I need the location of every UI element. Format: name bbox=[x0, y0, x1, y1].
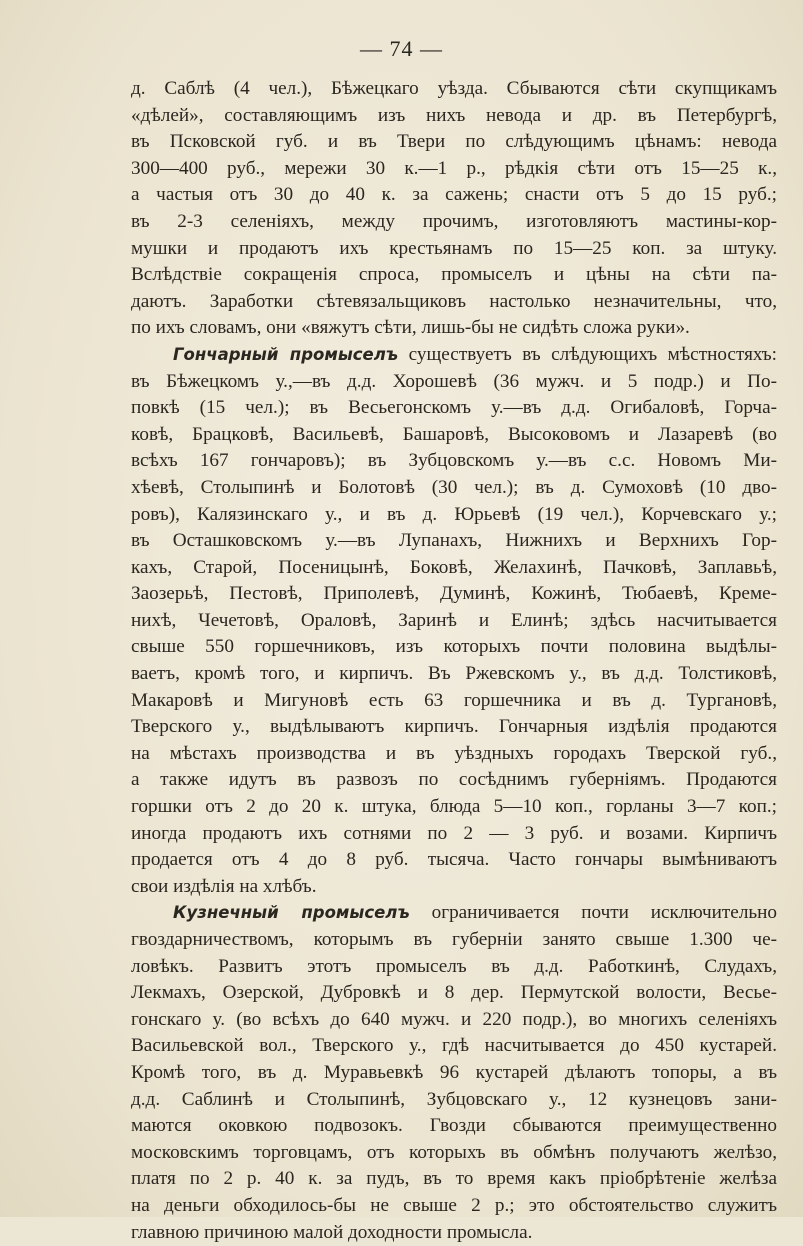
text-line bbox=[131, 1087, 777, 1114]
text-line bbox=[131, 821, 777, 848]
section-lead: Кузнечный промыселъ bbox=[173, 903, 410, 923]
text-line bbox=[131, 1113, 777, 1140]
text-line bbox=[131, 129, 777, 156]
text-line bbox=[131, 608, 777, 635]
line-text: повкѣ (15 чел.); въ Весьегонскомъ у.—въ д.д. Огибаловѣ, Горча- bbox=[131, 397, 777, 419]
line-text: московскимъ торговцамъ, отъ которыхъ въ обмѣнъ получаютъ желѣзо, bbox=[131, 1141, 777, 1163]
text-line bbox=[131, 1060, 777, 1087]
line-text: ваетъ, кромѣ того, и кирпичъ. Въ Ржевскомъ у., въ д.д. Толстиковѣ, bbox=[131, 663, 777, 685]
line-text: гвоздарничествомъ, которымъ въ губерніи занято свыше 1.300 че- bbox=[131, 929, 777, 950]
body-text bbox=[131, 76, 777, 1246]
text-line bbox=[131, 794, 777, 821]
text-line bbox=[131, 395, 777, 422]
text-line bbox=[131, 103, 777, 130]
text-line bbox=[131, 475, 777, 502]
text-line bbox=[131, 980, 777, 1007]
text-line bbox=[131, 209, 777, 236]
text-line bbox=[131, 76, 777, 103]
text-line bbox=[131, 1007, 777, 1034]
line-text: ловѣкъ. Развитъ этотъ промыселъ въ д.д. Работкинѣ, Слудахъ, bbox=[131, 955, 777, 977]
text-line bbox=[131, 874, 777, 901]
text-line bbox=[131, 315, 777, 342]
line-text: по ихъ словамъ, они «вяжутъ сѣти, лишь-бы не сидѣть сложа руки». bbox=[131, 317, 690, 339]
text-line bbox=[131, 448, 777, 475]
line-text: мушки и продаютъ ихъ крестьянамъ по 15—25 коп. за штуку. bbox=[131, 237, 777, 259]
line-text: въ Псковской губ. и въ Твери по слѣдующимъ цѣнамъ: невода bbox=[131, 131, 777, 153]
page-number: — 74 — bbox=[360, 36, 443, 61]
line-text: всѣхъ 167 гончаровъ); въ Зубцовскомъ у.—въ с.с. Новомъ Ми- bbox=[131, 450, 777, 472]
text-line bbox=[131, 369, 777, 396]
text-line bbox=[131, 289, 777, 316]
text-line bbox=[131, 1193, 777, 1220]
line-text: платя по 2 р. 40 к. за пудъ, въ то время какъ пріобрѣтеніе желѣза bbox=[131, 1168, 777, 1190]
text-line bbox=[131, 1166, 777, 1193]
text-line bbox=[131, 1220, 777, 1246]
text-line bbox=[131, 741, 777, 768]
line-text: главною причиною малой доходности промысла. bbox=[131, 1221, 533, 1243]
text-line bbox=[131, 262, 777, 289]
line-text: а частыя отъ 30 до 40 к. за сажень; снасти отъ 5 до 15 руб.; bbox=[131, 184, 777, 206]
line-text: Лекмахъ, Озерской, Дубровкѣ и 8 дер. Пермутской волости, Весье- bbox=[131, 982, 777, 1004]
line-text: въ 2-3 селеніяхъ, между прочимъ, изготовляютъ мастины-кор- bbox=[131, 210, 777, 232]
line-text: 300—400 руб., мережи 30 к.—1 р., рѣдкія сѣти отъ 15—25 к., bbox=[131, 157, 777, 179]
text-line bbox=[131, 555, 777, 582]
line-text: нихѣ, Чечетовѣ, Ораловѣ, Заринѣ и Елинѣ; здѣсь насчитывается bbox=[131, 609, 777, 631]
line-text: Заозерьѣ, Пестовѣ, Приполевѣ, Думинѣ, Кожинѣ, Тюбаевѣ, Креме- bbox=[131, 583, 777, 605]
paragraph bbox=[131, 342, 777, 900]
line-text: гонскаго у. (во всѣхъ до 640 мужч. и 220 подр.), во многихъ селеніяхъ bbox=[131, 1008, 777, 1030]
text-line bbox=[131, 422, 777, 449]
line-text: «дѣлей», составляющимъ изъ нихъ невода и др. въ Петербургѣ, bbox=[131, 104, 777, 126]
text-line bbox=[131, 634, 777, 661]
text-line bbox=[131, 661, 777, 688]
text-line bbox=[131, 927, 777, 954]
text-line bbox=[131, 581, 777, 608]
text-line bbox=[131, 847, 777, 874]
line-text: Вслѣдствіе сокращенія спроса, промыселъ и цѣны на сѣти па- bbox=[131, 264, 777, 286]
text-line bbox=[131, 767, 777, 794]
line-text: горшки отъ 2 до 20 к. штука, блюда 5—10 коп., горланы 3—7 коп.; bbox=[131, 796, 777, 818]
line-text: въ Бѣжецкомъ у.,—въ д.д. Хорошевѣ (36 мужч. и 5 подр.) и По- bbox=[131, 370, 777, 392]
line-text: а также идутъ въ развозъ по сосѣднимъ губерніямъ. Продаются bbox=[131, 769, 777, 791]
line-text: продается отъ 4 до 8 руб. тысяча. Часто гончары вымѣниваютъ bbox=[131, 849, 777, 871]
line-text: ограничивается почти исключительно bbox=[431, 902, 777, 924]
line-text: ровъ), Калязинскаго у., и въ д. Юрьевѣ (19 чел.), Корчевскаго у.; bbox=[131, 503, 777, 525]
line-text: Тверского у., выдѣлываютъ кирпичъ. Гончарныя издѣлія продаются bbox=[131, 716, 777, 738]
line-text: Васильевской вол., Тверского у., гдѣ насчитывается до 450 кустарей. bbox=[131, 1035, 777, 1057]
text-line bbox=[131, 1140, 777, 1167]
text-line bbox=[131, 236, 777, 263]
paragraph bbox=[131, 76, 777, 342]
text-line bbox=[131, 156, 777, 183]
text-line bbox=[131, 528, 777, 555]
section-lead: Гончарный промыселъ bbox=[173, 344, 399, 364]
line-text: д. Саблѣ (4 чел.), Бѣжецкаго уѣзда. Сбываются сѣти скупщикамъ bbox=[131, 78, 777, 99]
line-text: на деньги обходилось-бы не свыше 2 р.; это обстоятельство служитъ bbox=[131, 1194, 777, 1216]
line-text: свыше 550 горшечниковъ, изъ которыхъ почти половина выдѣлы- bbox=[131, 636, 777, 658]
line-text: ковѣ, Брацковѣ, Васильевѣ, Башаровѣ, Высоковомъ и Лазаревѣ (во bbox=[131, 423, 777, 445]
line-text: маются оковкою подвозокъ. Гвозди сбываются преимущественно bbox=[131, 1115, 777, 1137]
text-line bbox=[131, 182, 777, 209]
text-line bbox=[131, 502, 777, 529]
line-text: свои издѣлія на хлѣбъ. bbox=[131, 875, 317, 897]
paragraph bbox=[131, 900, 777, 1246]
text-line bbox=[131, 714, 777, 741]
text-line bbox=[131, 688, 777, 715]
line-text: на мѣстахъ производства и въ уѣздныхъ городахъ Тверской губ., bbox=[131, 742, 777, 764]
line-text: кахъ, Старой, Посеницынѣ, Боковѣ, Желахинѣ, Пачковѣ, Заплавьѣ, bbox=[131, 556, 777, 578]
text-line bbox=[131, 954, 777, 981]
line-text: даютъ. Заработки сѣтевязальщиковъ настолько незначительны, что, bbox=[131, 290, 777, 312]
text-line bbox=[131, 900, 777, 927]
line-text: Кромѣ того, въ д. Муравьевкѣ 96 кустарей дѣлаютъ топоры, а въ bbox=[131, 1061, 777, 1083]
line-text: иногда продаютъ ихъ сотнями по 2 — 3 руб. и возами. Кирпичъ bbox=[131, 822, 777, 844]
text-line bbox=[131, 1033, 777, 1060]
line-text: д.д. Саблинѣ и Столыпинѣ, Зубцовскаго у., 12 кузнецовъ зани- bbox=[131, 1088, 777, 1110]
line-text: въ Осташковскомъ у.—въ Лупанахъ, Нижнихъ и Верхнихъ Гор- bbox=[131, 530, 777, 552]
text-line bbox=[131, 342, 777, 369]
line-text: хѣевѣ, Столыпинѣ и Болотовѣ (30 чел.); въ д. Сумоховѣ (10 дво- bbox=[131, 476, 777, 498]
line-text: Макаровѣ и Мигуновѣ есть 63 горшечника и въ д. Тургановѣ, bbox=[131, 689, 777, 711]
line-text: существуетъ въ слѣдующихъ мѣстностяхъ: bbox=[408, 343, 777, 365]
